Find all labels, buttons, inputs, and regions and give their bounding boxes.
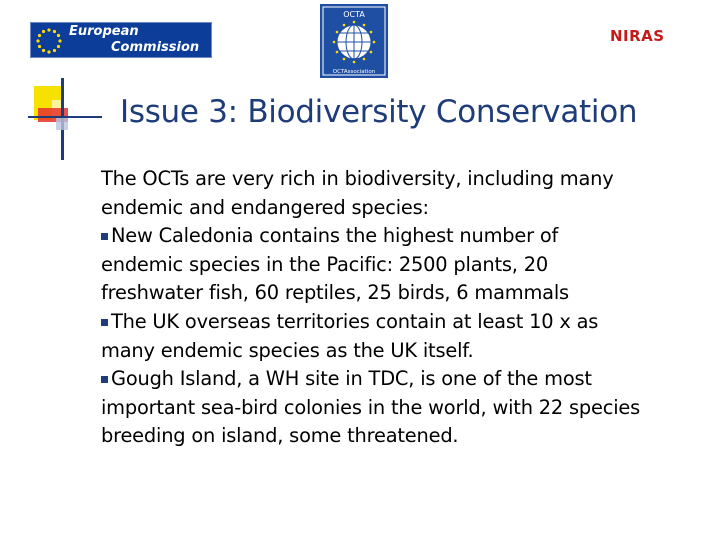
european-commission-wordmark [69, 24, 199, 56]
intro-line-1: The OCTs are very rich in biodiversity, including many [101, 167, 614, 190]
square-bullet-icon [101, 319, 108, 326]
globe-icon [320, 4, 388, 78]
square-bullet-icon [101, 233, 108, 240]
ec-line1: European [69, 24, 139, 39]
bullet-1-line-1 [101, 222, 713, 251]
intro-line-2: endemic and endangered species: [101, 195, 429, 219]
bullet-1-line-3: freshwater fish, 60 reptiles, 25 birds, 6 mammals [101, 281, 569, 305]
bullet-3-text-1: Gough Island, a WH site in TDC, is one of the most [111, 367, 592, 391]
slide-body [101, 165, 713, 451]
niras-logo [610, 26, 684, 46]
niras-wordmark: NIRAS [610, 27, 665, 45]
bullet-3-line-2: important sea-bird colonies in the world, with 22 species [101, 395, 641, 419]
european-commission-logo [30, 22, 212, 58]
octa-bottom-label: OCTAssociation [332, 69, 376, 75]
bullet-3-line-3: breeding on island, some threatened. [101, 424, 459, 448]
octa-logo [320, 4, 388, 78]
octa-top-label: OCTA [343, 10, 365, 19]
bullet-2-text-1: The UK overseas territories contain at least 10 x as [111, 309, 599, 333]
eu-star-circle-icon [35, 27, 63, 55]
bullet-2-line-1 [101, 308, 713, 337]
bullet-3-line-1 [101, 365, 713, 394]
square-bullet-icon [101, 376, 108, 383]
slide-title: Issue 3: Biodiversity Conservation [120, 94, 638, 130]
ec-line2: Commission [111, 40, 200, 55]
bullet-2-line-2: many endemic species as the UK itself. [101, 338, 474, 362]
bullet-1-line-2: endemic species in the Pacific: 2500 plants, 20 [101, 252, 548, 276]
bullet-1-text-1: New Caledonia contains the highest number of [111, 224, 559, 248]
decorative-crosshair [28, 78, 108, 164]
